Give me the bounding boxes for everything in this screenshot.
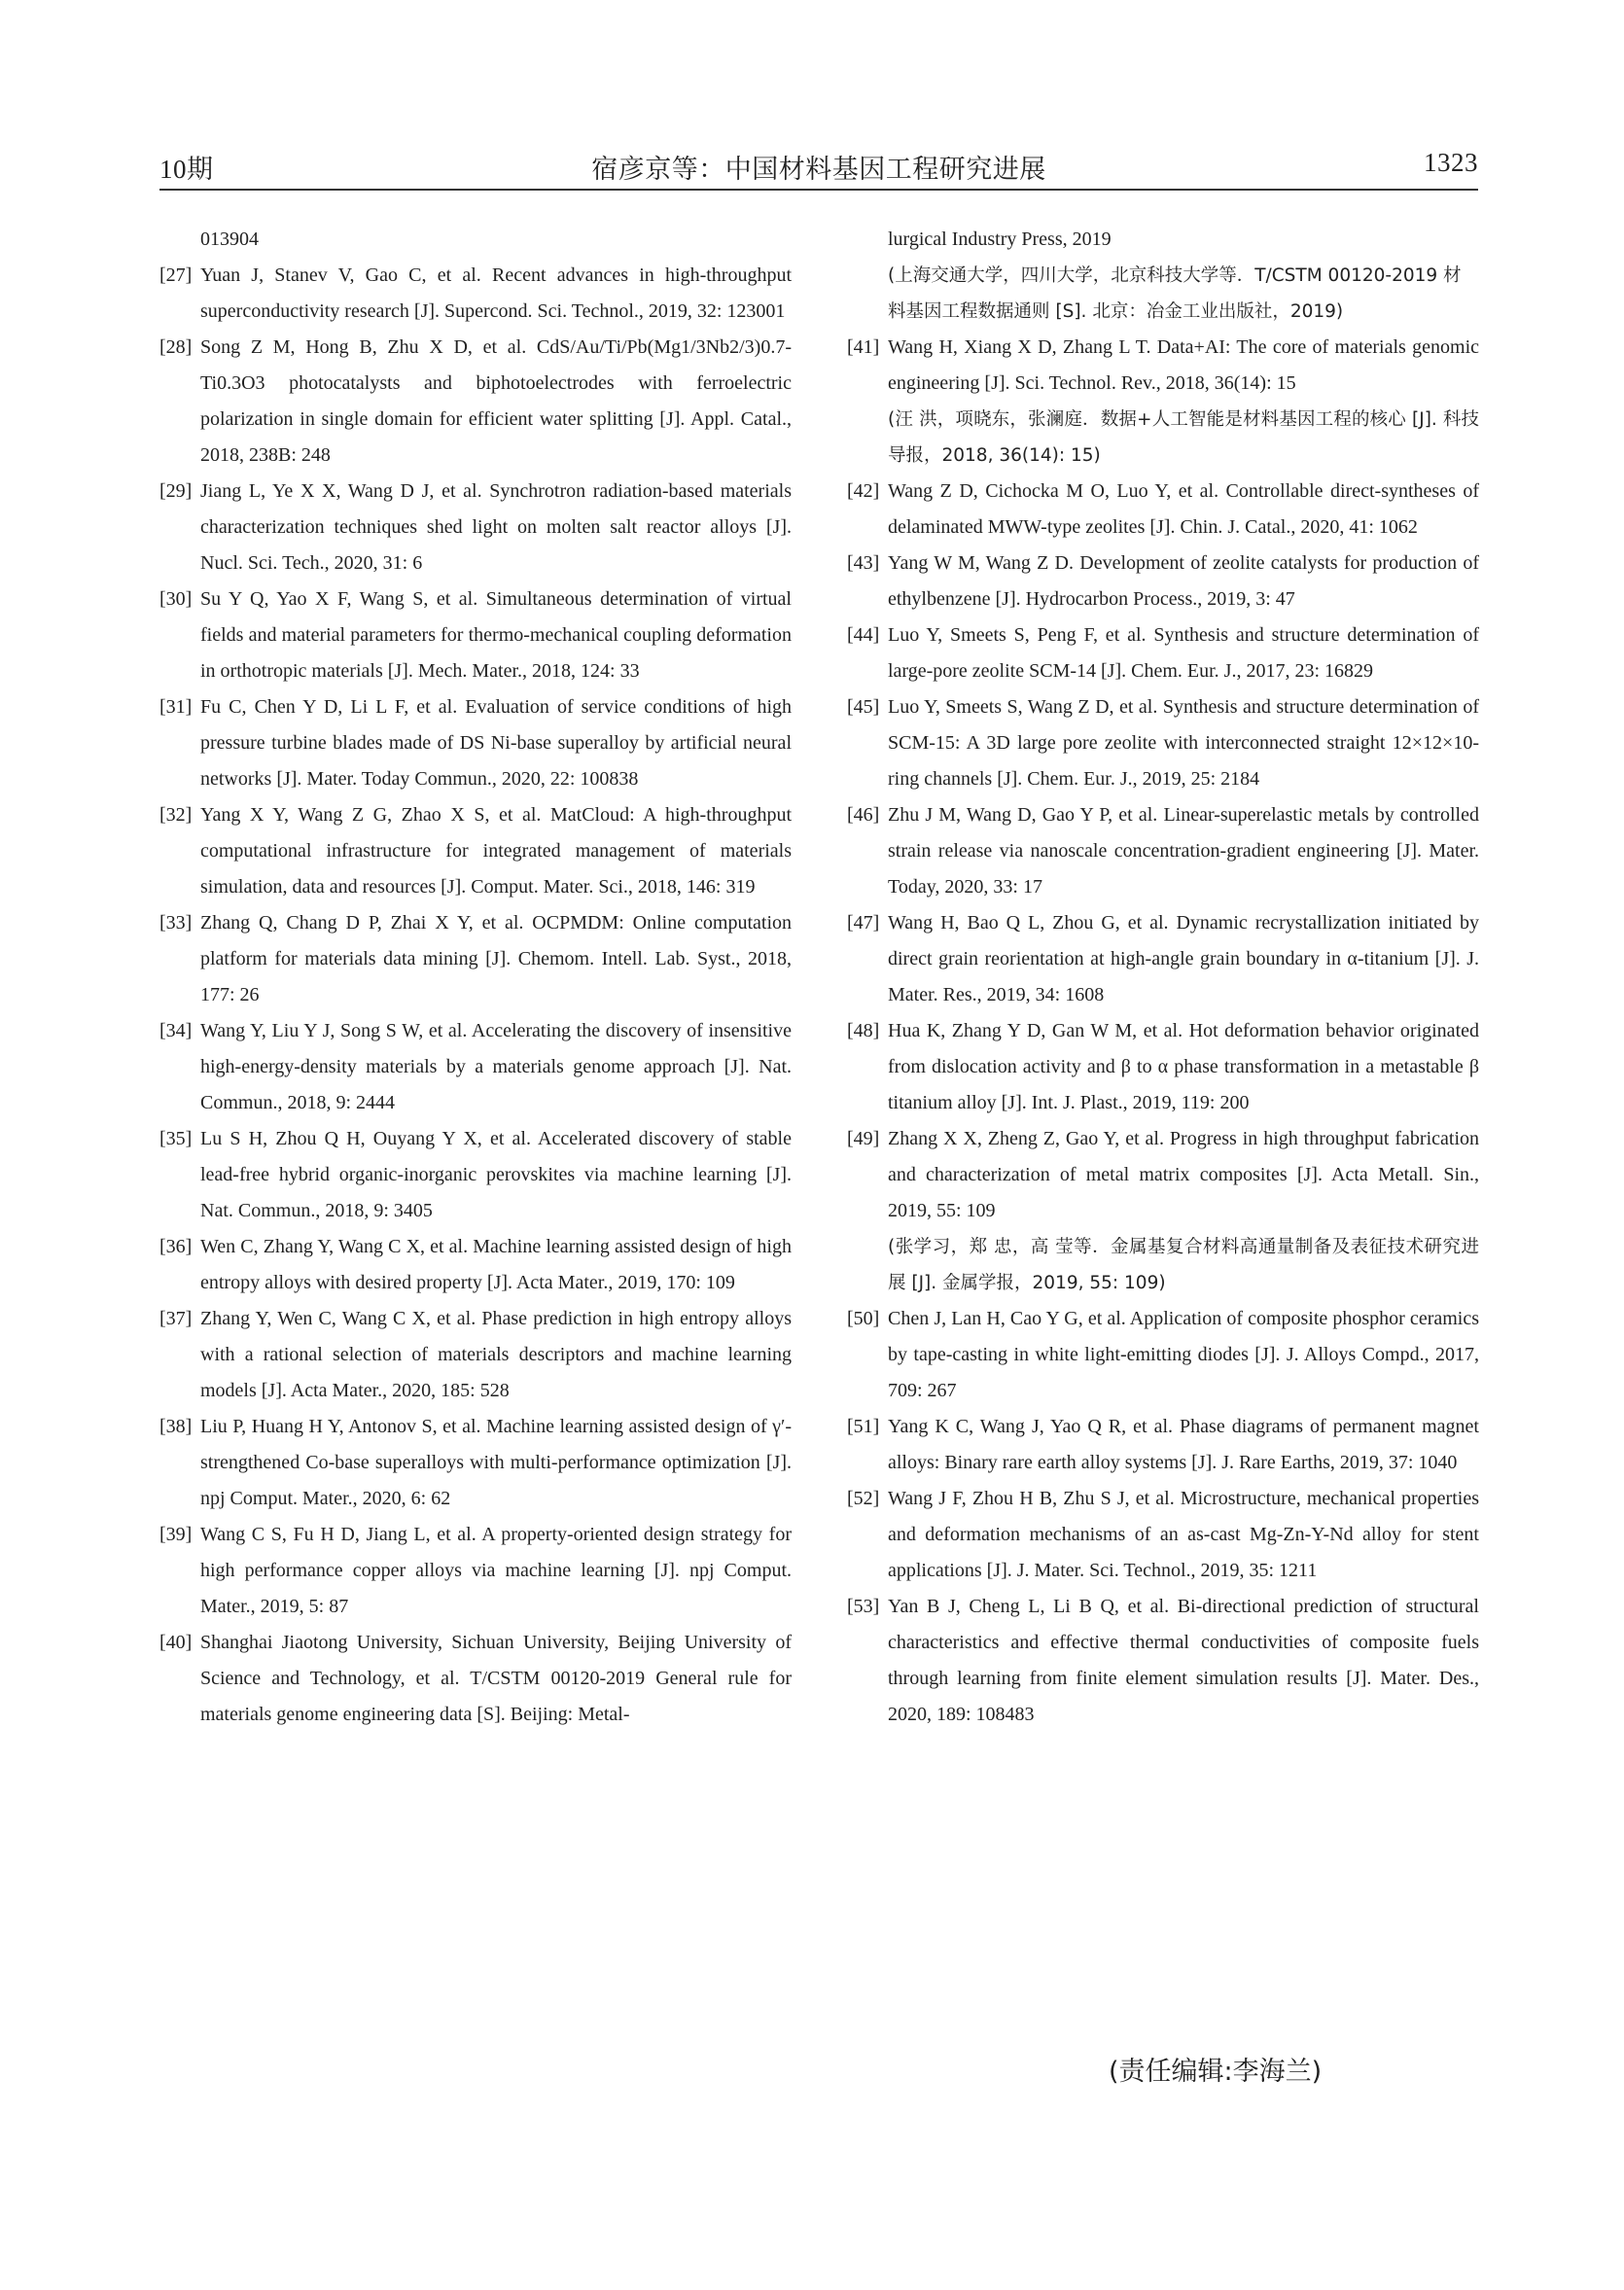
reference-number: [48]: [847, 1020, 880, 1041]
reference-item: [159, 1409, 792, 1517]
reference-item: [847, 1589, 1479, 1733]
reference-text: Yan B J, Cheng L, Li B Q, et al. Bi-directional prediction of structural characteristics and effective thermal conductivities of composite fuels through learning from finite element simulation results [J]. Mater. Des., 2020, 189: 108483: [888, 1596, 1479, 1725]
reference-continuation-zh: (上海交通大学，四川大学，北京科技大学等．T/CSTM 00120-2019 材料基因工程数据通则 [S]. 北京：冶金工业出版社，2019): [888, 265, 1462, 322]
reference-number: [37]: [159, 1308, 193, 1329]
reference-number: [53]: [847, 1596, 880, 1617]
reference-number: [35]: [159, 1128, 193, 1149]
reference-text: Wang H, Xiang X D, Zhang L T. Data+AI: The core of materials genomic engineering [J]. Sci. Technol. Rev., 2018, 36(14): 15: [888, 336, 1479, 394]
reference-text: Wang Y, Liu Y J, Song S W, et al. Accelerating the discovery of insensitive high-energy-density materials by a materials genome approach [J]. Nat. Commun., 2018, 9: 2444: [200, 1020, 792, 1113]
reference-text: Song Z M, Hong B, Zhu X D, et al. CdS/Au/Ti/Pb(Mg1/3Nb2/3)0.7-Ti0.3O3 photocatalysts and biphotoelectrodes with ferroelectric polarization in single domain for efficient water splitting [J]. Appl. Catal., 2018, 238B: 248: [200, 336, 792, 466]
reference-continuation: 013904: [200, 229, 259, 250]
reference-text-zh: (张学习，郑 忠，高 莹等．金属基复合材料高通量制备及表征技术研究进展 [J]. 金属学报，2019, 55: 109): [888, 1237, 1479, 1293]
reference-text: Luo Y, Smeets S, Peng F, et al. Synthesis and structure determination of large-pore zeolite SCM-14 [J]. Chem. Eur. J., 2017, 23: 16829: [888, 624, 1479, 682]
reference-number: [50]: [847, 1308, 880, 1329]
reference-text: Yang X Y, Wang Z G, Zhao X S, et al. MatCloud: A high-throughput computational infrastructure for integrated management of materials simulation, data and resources [J]. Comput. Mater. Sci., 2018, 146: 319: [200, 804, 792, 898]
reference-item: [847, 905, 1479, 1013]
reference-text: Zhu J M, Wang D, Gao Y P, et al. Linear-superelastic metals by controlled strain release via nanoscale concentration-gradient engineering [J]. Mater. Today, 2020, 33: 17: [888, 804, 1479, 898]
reference-item: [847, 1481, 1479, 1589]
reference-item: [159, 797, 792, 905]
reference-text: Lu S H, Zhou Q H, Ouyang Y X, et al. Accelerated discovery of stable lead-free hybrid organic-inorganic perovskites via machine learning [J]. Nat. Commun., 2018, 9: 3405: [200, 1128, 792, 1221]
right-column: [847, 222, 1479, 1733]
reference-number: [42]: [847, 480, 880, 502]
reference-text: Chen J, Lan H, Cao Y G, et al. Application of composite phosphor ceramics by tape-casting in white light-emitting diodes [J]. J. Alloys Compd., 2017, 709: 267: [888, 1308, 1479, 1401]
reference-number: [34]: [159, 1020, 193, 1041]
reference-item: [847, 1013, 1479, 1121]
reference-text: Zhang Y, Wen C, Wang C X, et al. Phase prediction in high entropy alloys with a rational selection of materials descriptors and machine learning models [J]. Acta Mater., 2020, 185: 528: [200, 1308, 792, 1401]
reference-number: [36]: [159, 1236, 193, 1257]
reference-item: [847, 330, 1479, 474]
reference-text: Wang H, Bao Q L, Zhou G, et al. Dynamic recrystallization initiated by direct grain reorientation at high-angle grain boundary in α-titanium [J]. J. Mater. Res., 2019, 34: 1608: [888, 912, 1479, 1005]
reference-item: [159, 689, 792, 797]
reference-number: [43]: [847, 552, 880, 574]
reference-number: [52]: [847, 1488, 880, 1509]
reference-number: [41]: [847, 336, 880, 358]
reference-text: Hua K, Zhang Y D, Gan W M, et al. Hot deformation behavior originated from dislocation activity and β to α phase transformation in a metastable β titanium alloy [J]. Int. J. Plast., 2019, 119: 200: [888, 1020, 1479, 1113]
reference-item: [159, 1121, 792, 1229]
reference-text: Wang Z D, Cichocka M O, Luo Y, et al. Controllable direct-syntheses of delaminated MWW-type zeolites [J]. Chin. J. Catal., 2020, 41: 1062: [888, 480, 1479, 538]
reference-item: [159, 1517, 792, 1625]
reference-number: [31]: [159, 696, 193, 718]
running-title: 宿彦京等：中国材料基因工程研究进展: [591, 155, 1046, 184]
reference-text-zh: (汪 洪，项晓东，张澜庭．数据+人工智能是材料基因工程的核心 [J]. 科技导报，2018, 36(14): 15): [888, 409, 1479, 466]
reference-item: [847, 617, 1479, 689]
reference-item: [159, 1625, 792, 1733]
responsible-editor: (责任编辑:李海兰): [1109, 2057, 1323, 2087]
reference-item: [159, 1013, 792, 1121]
reference-text: Wen C, Zhang Y, Wang C X, et al. Machine learning assisted design of high entropy alloys with desired property [J]. Acta Mater., 2019, 170: 109: [200, 1236, 792, 1293]
reference-number: [47]: [847, 912, 880, 934]
reference-item: [159, 905, 792, 1013]
reference-text: Zhang X X, Zheng Z, Gao Y, et al. Progress in high throughput fabrication and characterization of metal matrix composites [J]. Acta Metall. Sin., 2019, 55: 109: [888, 1128, 1479, 1221]
reference-number: [51]: [847, 1416, 880, 1437]
reference-number: [27]: [159, 264, 193, 286]
page-number: 1323: [1424, 148, 1478, 177]
reference-number: [29]: [159, 480, 193, 502]
reference-text: Yang K C, Wang J, Yao Q R, et al. Phase diagrams of permanent magnet alloys: Binary rare earth alloy systems [J]. J. Rare Earths, 2019, 37: 1040: [888, 1416, 1479, 1473]
reference-text: Fu C, Chen Y D, Li L F, et al. Evaluation of service conditions of high pressure turbine blades made of DS Ni-base superalloy by artificial neural networks [J]. Mater. Today Commun., 2020, 22: 100838: [200, 696, 792, 790]
reference-number: [32]: [159, 804, 193, 826]
reference-item: [847, 1121, 1479, 1301]
reference-item: [159, 330, 792, 474]
reference-number: [30]: [159, 588, 193, 610]
reference-text: Shanghai Jiaotong University, Sichuan University, Beijing University of Science and Technology, et al. T/CSTM 00120-2019 General rule for materials genome engineering data [S]. Beijing: Metal-: [200, 1632, 792, 1725]
reference-item: [159, 258, 792, 330]
reference-number: [39]: [159, 1524, 193, 1545]
reference-number: [49]: [847, 1128, 880, 1149]
reference-item: [847, 1409, 1479, 1481]
reference-text: Liu P, Huang H Y, Antonov S, et al. Machine learning assisted design of γ′-strengthened Co-base superalloys with multi-performance optimization [J]. npj Comput. Mater., 2020, 6: 62: [200, 1416, 792, 1509]
reference-item: [159, 474, 792, 581]
reference-item: [159, 1229, 792, 1301]
reference-number: [40]: [159, 1632, 193, 1653]
reference-text: Luo Y, Smeets S, Wang Z D, et al. Synthesis and structure determination of SCM-15: A 3D large pore zeolite with interconnected straight 12×12×10-ring channels [J]. Chem. Eur. J., 2019, 25: 2184: [888, 696, 1479, 790]
reference-list-left: [159, 258, 792, 1733]
reference-list-right: [847, 330, 1479, 1733]
left-column: [159, 222, 792, 1733]
reference-number: [45]: [847, 696, 880, 718]
reference-text: Yang W M, Wang Z D. Development of zeolite catalysts for production of ethylbenzene [J]. Hydrocarbon Process., 2019, 3: 47: [888, 552, 1479, 610]
reference-item: [847, 689, 1479, 797]
reference-text: Wang J F, Zhou H B, Zhu S J, et al. Microstructure, mechanical properties and deformation mechanisms of an as-cast Mg-Zn-Y-Nd alloy for stent applications [J]. J. Mater. Sci. Technol., 2019, 35: 1211: [888, 1488, 1479, 1581]
reference-continuation: lurgical Industry Press, 2019: [888, 229, 1112, 250]
reference-number: [33]: [159, 912, 193, 934]
reference-text: Wang C S, Fu H D, Jiang L, et al. A property-oriented design strategy for high performance copper alloys via machine learning [J]. npj Comput. Mater., 2019, 5: 87: [200, 1524, 792, 1617]
reference-number: [46]: [847, 804, 880, 826]
reference-text: Zhang Q, Chang D P, Zhai X Y, et al. OCPMDM: Online computation platform for materials data mining [J]. Chemom. Intell. Lab. Syst., 2018, 177: 26: [200, 912, 792, 1005]
reference-number: [38]: [159, 1416, 193, 1437]
reference-item: [847, 474, 1479, 546]
reference-item: [159, 581, 792, 689]
reference-item: [847, 546, 1479, 617]
reference-number: [28]: [159, 336, 193, 358]
reference-text: Yuan J, Stanev V, Gao C, et al. Recent advances in high-throughput superconductivity research [J]. Supercond. Sci. Technol., 2019, 32: 123001: [200, 264, 792, 322]
reference-number: [44]: [847, 624, 880, 646]
reference-text: Jiang L, Ye X X, Wang D J, et al. Synchrotron radiation-based materials characterization techniques shed light on molten salt reactor alloys [J]. Nucl. Sci. Tech., 2020, 31: 6: [200, 480, 792, 574]
reference-item: [847, 797, 1479, 905]
reference-item: [847, 1301, 1479, 1409]
reference-text: Su Y Q, Yao X F, Wang S, et al. Simultaneous determination of virtual fields and material parameters for thermo-mechanical coupling deformation in orthotropic materials [J]. Mech. Mater., 2018, 124: 33: [200, 588, 792, 682]
reference-item: [159, 1301, 792, 1409]
page-header: [159, 146, 1478, 191]
issue-label: 10期: [159, 155, 214, 184]
